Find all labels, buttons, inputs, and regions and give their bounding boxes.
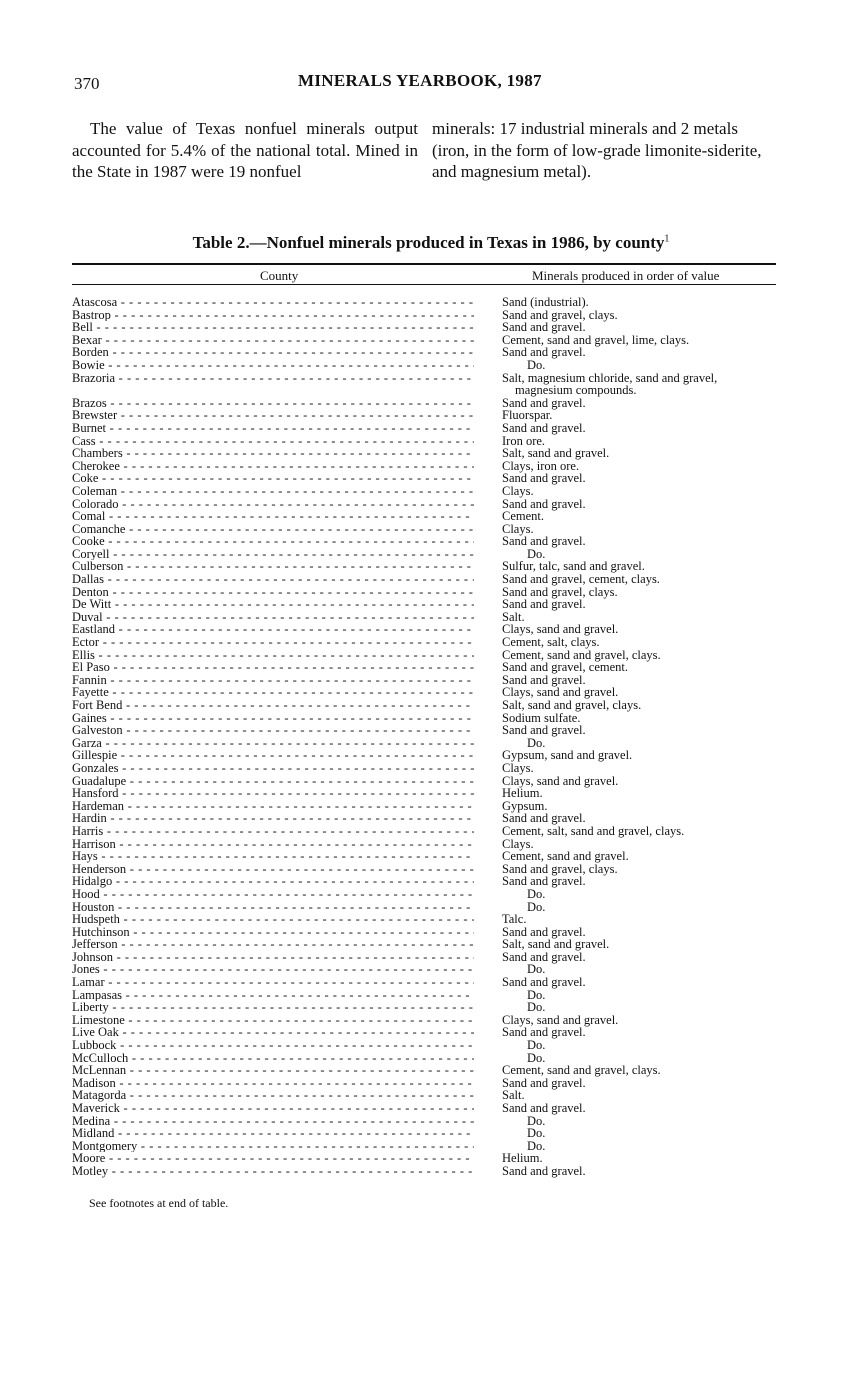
county-name: De Witt - - - xyxy=(72,598,474,611)
minerals-produced: Do. xyxy=(527,1050,546,1065)
table-row xyxy=(72,435,776,448)
county-name: Hansford - - - xyxy=(72,787,474,800)
county-name: Brewster - - - xyxy=(72,409,474,422)
table-row xyxy=(72,460,776,473)
table-row xyxy=(72,548,776,561)
county-name: Coryell - - - xyxy=(72,548,474,561)
county-name: Hardeman - - - xyxy=(72,800,474,813)
county-name: Cooke - - - xyxy=(72,535,474,548)
table-row xyxy=(72,573,776,586)
table-row xyxy=(72,598,776,611)
county-name: Comal - - - xyxy=(72,510,474,523)
table-row xyxy=(72,674,776,687)
minerals-produced: Sand and gravel, clays. xyxy=(502,307,618,322)
table-row xyxy=(72,712,776,725)
table-row xyxy=(72,787,776,800)
minerals-produced: Sand and gravel. xyxy=(502,534,586,549)
county-name: Burnet - - - xyxy=(72,422,474,435)
county-name: El Paso - - - xyxy=(72,661,474,674)
county-name: Atascosa - - - xyxy=(72,296,474,309)
page-number: 370 xyxy=(74,74,100,93)
county-name: Hidalgo - - - xyxy=(72,875,474,888)
minerals-produced: Cement, sand and gravel, lime, clays. xyxy=(502,332,690,347)
table-row xyxy=(72,1165,776,1178)
county-name: Jefferson - - - xyxy=(72,938,474,951)
table-row xyxy=(72,825,776,838)
table-row xyxy=(72,901,776,914)
minerals-produced: Do. xyxy=(527,357,546,372)
table-title-text: Table 2.—Nonfuel minerals produced in Texas in 1986, by county xyxy=(192,233,665,252)
minerals-produced: Do. xyxy=(527,546,546,561)
county-name: Ellis - - - xyxy=(72,649,474,662)
table-row xyxy=(72,309,776,322)
county-name: Guadalupe - - - xyxy=(72,775,474,788)
minerals-produced: Clays, iron ore. xyxy=(502,458,580,473)
minerals-produced: Sand and gravel. xyxy=(502,672,586,687)
county-name: Cass - - - xyxy=(72,435,474,448)
county-name: Denton - - - xyxy=(72,586,474,599)
footnote: See footnotes at end of table. xyxy=(89,1196,229,1210)
minerals-produced: Sulfur, talc, sand and gravel. xyxy=(502,559,645,574)
county-name: Galveston - - - xyxy=(72,724,474,737)
table-row xyxy=(72,661,776,674)
minerals-produced: Gypsum, sand and gravel. xyxy=(502,748,633,763)
county-name: Lubbock - - - xyxy=(72,1039,474,1052)
intro-paragraph-left: The value of Texas nonfuel minerals output accounted for 5.4% of the national total. Mined in the State in 1987 were 19 nonfuel xyxy=(72,119,418,181)
table-row xyxy=(72,296,776,309)
county-name: Brazoria - - - xyxy=(72,372,474,385)
column-header-county: County xyxy=(260,268,299,283)
minerals-produced: Clays. xyxy=(502,521,534,536)
county-name: Montgomery - - - xyxy=(72,1140,474,1153)
county-name: Hays - - - xyxy=(72,850,474,863)
column-header-minerals: Minerals produced in order of value xyxy=(532,268,720,283)
table-row xyxy=(72,1115,776,1128)
minerals-produced: Clays, sand and gravel. xyxy=(502,685,619,700)
minerals-produced: Sand and gravel. xyxy=(502,1163,586,1178)
county-name: Hutchinson - - - xyxy=(72,926,474,939)
county-name: Hudspeth - - - xyxy=(72,913,474,926)
table-row xyxy=(72,1039,776,1052)
county-name: Bowie - - - xyxy=(72,359,474,372)
county-name: Gonzales - - - xyxy=(72,762,474,775)
table-row xyxy=(72,1064,776,1077)
minerals-produced: Sodium sulfate. xyxy=(502,710,581,725)
minerals-produced: Sand and gravel. xyxy=(502,320,586,335)
minerals-produced: Sand and gravel. xyxy=(502,496,586,511)
table-row xyxy=(72,523,776,536)
minerals-produced: Fluorspar. xyxy=(502,408,553,423)
table-row xyxy=(72,485,776,498)
minerals-produced: Do. xyxy=(527,1038,546,1053)
table-row xyxy=(72,1001,776,1014)
table-row xyxy=(72,951,776,964)
table-row xyxy=(72,913,776,926)
county-name: Bastrop - - - xyxy=(72,309,474,322)
county-name: Motley - - - xyxy=(72,1165,474,1178)
county-name: Fayette - - - xyxy=(72,686,474,699)
minerals-produced: Do. xyxy=(527,1138,546,1153)
county-name: Harris - - - xyxy=(72,825,474,838)
minerals-produced: Sand and gravel. xyxy=(502,395,586,410)
table-row xyxy=(72,1026,776,1039)
county-name: Jones - - - xyxy=(72,963,474,976)
minerals-produced: Do. xyxy=(527,735,546,750)
minerals-produced: Clays, sand and gravel. xyxy=(502,622,619,637)
county-name: Live Oak - - - xyxy=(72,1026,474,1039)
table-row xyxy=(72,1077,776,1090)
minerals-produced: Sand and gravel. xyxy=(502,471,586,486)
table-row xyxy=(72,749,776,762)
minerals-produced: Salt. xyxy=(502,609,525,624)
table-row xyxy=(72,560,776,573)
county-name: Midland - - - xyxy=(72,1127,474,1140)
table-row xyxy=(72,1052,776,1065)
table-row xyxy=(72,850,776,863)
minerals-produced: Sand and gravel, cement. xyxy=(502,660,628,675)
county-name: Duval - - - xyxy=(72,611,474,624)
table-row xyxy=(72,699,776,712)
minerals-produced: Do. xyxy=(527,1126,546,1141)
table-row xyxy=(72,800,776,813)
table-row xyxy=(72,334,776,347)
county-name: Liberty - - - xyxy=(72,1001,474,1014)
county-name: Fort Bend - - - xyxy=(72,699,474,712)
minerals-produced: Sand and gravel. xyxy=(502,924,586,939)
minerals-produced: Do. xyxy=(527,987,546,1002)
minerals-produced: Sand and gravel, cement, clays. xyxy=(502,572,660,587)
table-row xyxy=(72,447,776,460)
minerals-produced: Do. xyxy=(527,899,546,914)
table-row xyxy=(72,686,776,699)
minerals-produced: Sand and gravel, clays. xyxy=(502,584,618,599)
table-row xyxy=(72,636,776,649)
county-name: Harrison - - - xyxy=(72,838,474,851)
table-row xyxy=(72,321,776,334)
table-row xyxy=(72,1127,776,1140)
county-name: Hood - - - xyxy=(72,888,474,901)
minerals-produced: Cement. xyxy=(502,509,545,524)
minerals-produced: Salt, sand and gravel. xyxy=(502,937,610,952)
county-name: Coke - - - xyxy=(72,472,474,485)
table-row xyxy=(72,863,776,876)
county-name: Hardin - - - xyxy=(72,812,474,825)
county-name: Fannin - - - xyxy=(72,674,474,687)
table-row xyxy=(72,346,776,359)
table-row xyxy=(72,1089,776,1102)
minerals-produced: Iron ore. xyxy=(502,433,546,448)
table-row xyxy=(72,422,776,435)
county-name: Moore - - - xyxy=(72,1152,474,1165)
table-row xyxy=(72,384,776,397)
minerals-produced: Clays, sand and gravel. xyxy=(502,1012,619,1027)
minerals-produced: Do. xyxy=(527,1000,546,1015)
county-name: Gillespie - - - xyxy=(72,749,474,762)
county-name: Madison - - - xyxy=(72,1077,474,1090)
county-name: Maverick - - - xyxy=(72,1102,474,1115)
minerals-produced: Do. xyxy=(527,1113,546,1128)
table-row xyxy=(72,1140,776,1153)
minerals-produced: Cement, sand and gravel, clays. xyxy=(502,1063,661,1078)
table-row xyxy=(72,510,776,523)
county-name: McCulloch - - - xyxy=(72,1052,474,1065)
minerals-produced: Do. xyxy=(527,886,546,901)
minerals-produced: Helium. xyxy=(502,786,543,801)
minerals-produced: Cement, salt, clays. xyxy=(502,635,600,650)
table-title xyxy=(0,233,862,253)
table-row xyxy=(72,359,776,372)
minerals-produced: Sand and gravel. xyxy=(502,1101,586,1115)
minerals-produced: Clays. xyxy=(502,483,534,498)
county-name: Medina - - - xyxy=(72,1115,474,1128)
county-name: Garza - - - xyxy=(72,737,474,750)
minerals-produced: Sand and gravel. xyxy=(502,597,586,612)
table-row xyxy=(72,724,776,737)
minerals-produced: Helium. xyxy=(502,1151,543,1166)
county-name: Lamar - - - xyxy=(72,976,474,989)
county-name: Cherokee - - - xyxy=(72,460,474,473)
table-row xyxy=(72,963,776,976)
table-header-rule xyxy=(72,284,776,285)
county-name: Matagorda - - - xyxy=(72,1089,474,1102)
table-row xyxy=(72,397,776,410)
minerals-produced: Salt. xyxy=(502,1088,525,1103)
minerals-produced: Cement, sand and gravel, clays. xyxy=(502,647,661,662)
county-name: Limestone - - - xyxy=(72,1014,474,1027)
table-top-rule xyxy=(72,263,776,265)
minerals-produced: Sand and gravel. xyxy=(502,1025,586,1040)
table-row xyxy=(72,926,776,939)
minerals-produced: magnesium compounds. xyxy=(515,383,637,398)
minerals-produced: Salt, sand and gravel, clays. xyxy=(502,698,642,712)
table-title-footnote-mark: 1 xyxy=(664,233,670,245)
minerals-produced: Sand and gravel. xyxy=(502,949,586,964)
minerals-produced: Sand and gravel. xyxy=(502,345,586,360)
county-name: Colorado - - - xyxy=(72,498,474,511)
county-name: Eastland - - - xyxy=(72,623,474,636)
minerals-produced: Do. xyxy=(527,962,546,977)
minerals-produced: Talc. xyxy=(502,912,527,927)
minerals-produced: Sand (industrial). xyxy=(502,295,589,309)
table-body xyxy=(72,296,776,1178)
county-name: Gaines - - - xyxy=(72,712,474,725)
county-name: Coleman - - - xyxy=(72,485,474,498)
minerals-produced: Clays, sand and gravel. xyxy=(502,773,619,788)
table-row xyxy=(72,586,776,599)
table-row xyxy=(72,888,776,901)
county-name: Chambers - - - xyxy=(72,447,474,460)
minerals-produced: Clays. xyxy=(502,836,534,851)
minerals-produced: Gypsum. xyxy=(502,798,548,813)
county-name: Ector - - - xyxy=(72,636,474,649)
minerals-produced: Sand and gravel. xyxy=(502,975,586,990)
table-row xyxy=(72,838,776,851)
table-row xyxy=(72,623,776,636)
table-row xyxy=(72,1152,776,1165)
county-name: Brazos - - - xyxy=(72,397,474,410)
county-name: Houston - - - xyxy=(72,901,474,914)
table-row xyxy=(72,498,776,511)
table-row xyxy=(72,649,776,662)
table-row xyxy=(72,875,776,888)
minerals-produced: Salt, magnesium chloride, sand and gravel, xyxy=(502,370,718,385)
table-row xyxy=(72,611,776,624)
minerals-produced: Sand and gravel. xyxy=(502,723,586,738)
table-row xyxy=(72,775,776,788)
county-name: Comanche - - - xyxy=(72,523,474,536)
table-row xyxy=(72,976,776,989)
minerals-produced: Sand and gravel, clays. xyxy=(502,861,618,876)
minerals-produced: Sand and gravel. xyxy=(502,1075,586,1090)
table-row xyxy=(72,372,776,385)
county-name: Bexar - - - xyxy=(72,334,474,347)
table-row xyxy=(72,737,776,750)
table-row xyxy=(72,938,776,951)
table-row xyxy=(72,762,776,775)
county-name: Borden - - - xyxy=(72,346,474,359)
table-row xyxy=(72,1102,776,1115)
running-head: MINERALS YEARBOOK, 1987 xyxy=(298,71,542,90)
county-name: Culberson - - - xyxy=(72,560,474,573)
county-name: Johnson - - - xyxy=(72,951,474,964)
table-row xyxy=(72,1014,776,1027)
minerals-produced: Sand and gravel. xyxy=(502,420,586,435)
minerals-produced: Cement, sand and gravel. xyxy=(502,849,629,864)
county-name: Dallas - - - xyxy=(72,573,474,586)
county-name: Henderson - - - xyxy=(72,863,474,876)
minerals-produced: Sand and gravel. xyxy=(502,874,586,889)
table-row xyxy=(72,989,776,1002)
minerals-produced: Salt, sand and gravel. xyxy=(502,446,610,461)
county-name: Bell - - - xyxy=(72,321,474,334)
minerals-produced: Clays. xyxy=(502,760,534,775)
table-row xyxy=(72,409,776,422)
table-row xyxy=(72,472,776,485)
minerals-produced: Sand and gravel. xyxy=(502,811,586,826)
county-name: Lampasas - - - xyxy=(72,989,474,1002)
minerals-produced: Cement, salt, sand and gravel, clays. xyxy=(502,823,685,838)
intro-paragraph-right: minerals: 17 industrial minerals and 2 metals (iron, in the form of low-grade limonite-siderite, and magnesium metal). xyxy=(432,119,762,181)
table-row xyxy=(72,535,776,548)
county-name: McLennan - - - xyxy=(72,1064,474,1077)
